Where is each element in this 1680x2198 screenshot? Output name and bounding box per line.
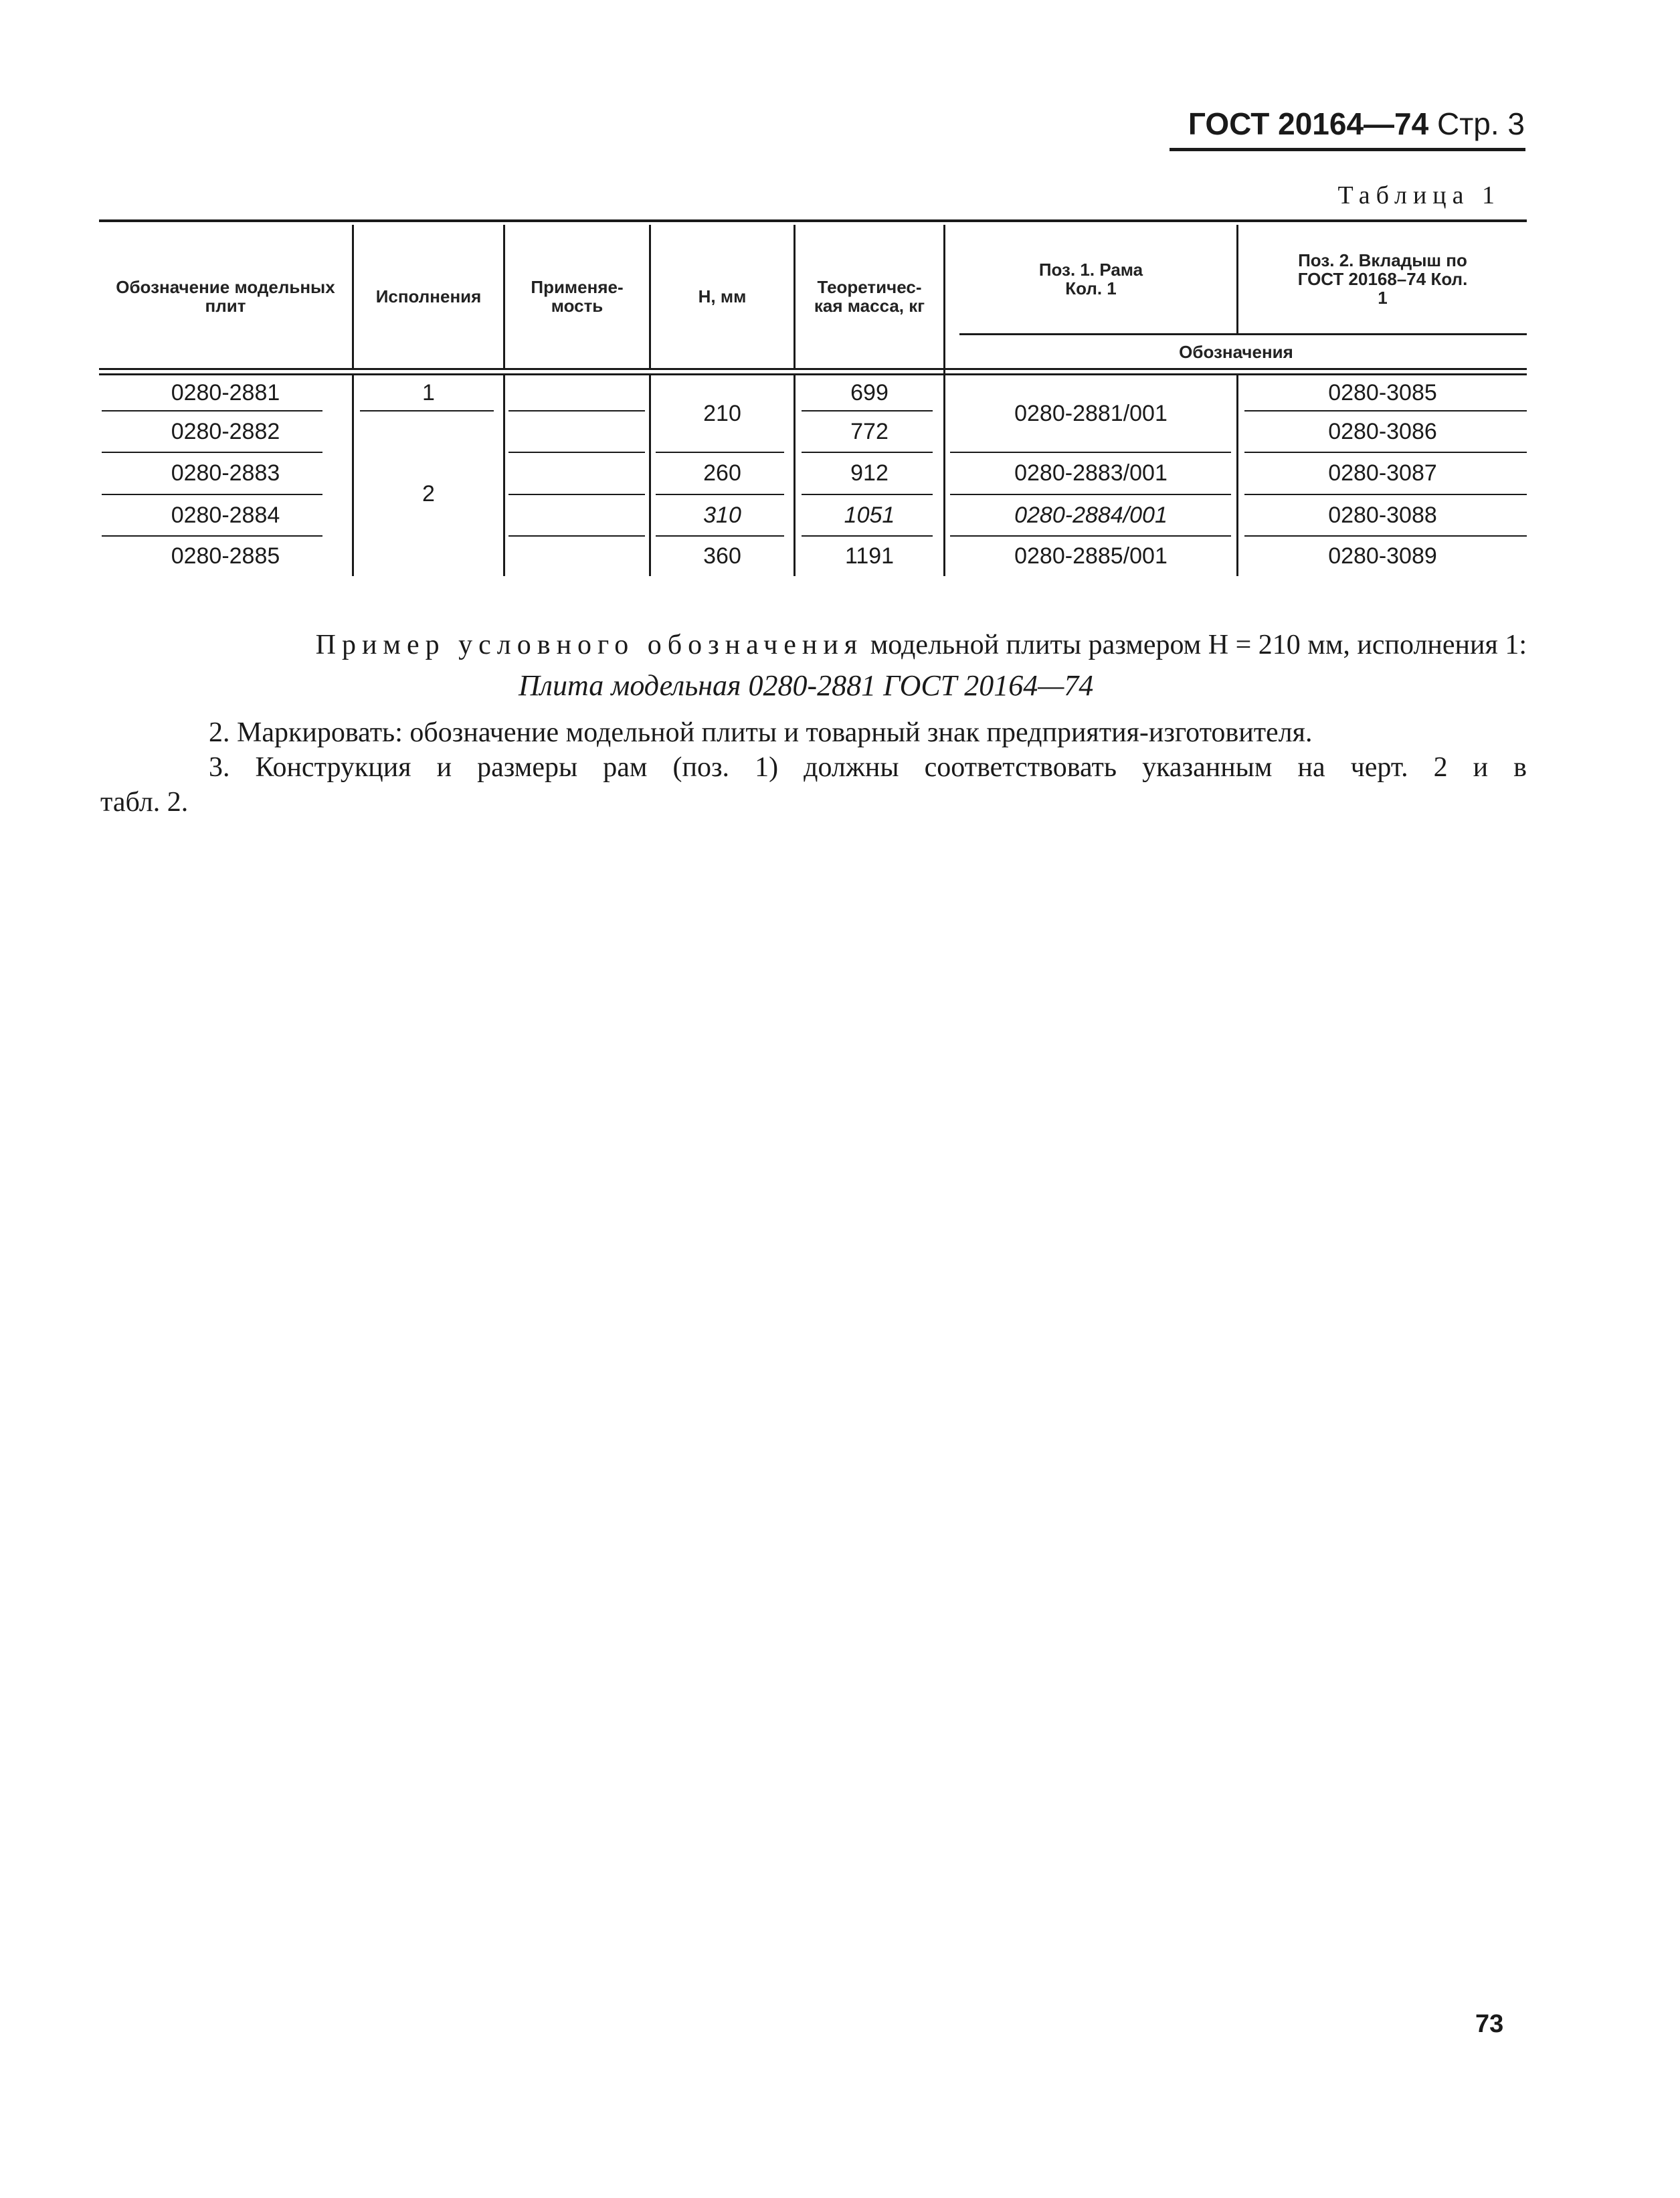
- table-top-rule: [99, 219, 1527, 222]
- col-header-frame: Поз. 1. Рама Кол. 1: [1038, 260, 1143, 298]
- row-rule: [508, 410, 645, 411]
- designation-cell: 0280-2881: [171, 379, 280, 405]
- table-caption: Таблица 1: [1337, 181, 1501, 209]
- page-header: [1188, 106, 1525, 142]
- row-rule: [508, 535, 645, 537]
- designation-cell: 0280-2883: [171, 460, 280, 486]
- mass-cell: 1191: [844, 543, 895, 569]
- col-header-mass: Теоретичес-кая масса, кг: [814, 277, 925, 316]
- version-cell: 2: [422, 480, 435, 507]
- col-header-insert: Поз. 2. Вкладыш по ГОСТ 20168–74 Кол. 1: [1297, 250, 1468, 308]
- insert-cell: 0280-3087: [1328, 460, 1437, 486]
- frame-cell: 0280-2881/001: [1014, 400, 1168, 426]
- col-header-applicability: Применяе-мость: [531, 277, 624, 316]
- height-cell: 310: [703, 502, 741, 528]
- mass-cell: 1051: [844, 502, 895, 528]
- height-cell: 210: [703, 400, 741, 426]
- designation-cell: 0280-2882: [171, 418, 280, 444]
- col-header-designations-group: Обозначения: [1179, 341, 1293, 362]
- page-label: Стр. 3: [1436, 106, 1525, 141]
- mass-cell: 912: [850, 460, 889, 486]
- frame-cell: 0280-2883/001: [1014, 460, 1168, 486]
- example-label: Пример условного обозначения: [315, 630, 864, 660]
- mass-cell: 772: [850, 418, 889, 444]
- data-table: [99, 219, 1527, 581]
- designation-cell: 0280-2885: [171, 543, 280, 569]
- height-cell: 360: [703, 543, 741, 569]
- designation-cell: 0280-2884: [171, 502, 280, 528]
- standard-code: ГОСТ 20164—74: [1188, 106, 1429, 141]
- insert-cell: 0280-3089: [1328, 543, 1437, 569]
- example-rest: модельной плиты размером H = 210 мм, исполнения 1:: [870, 630, 1527, 660]
- header-bottom-rule-a: [99, 368, 1527, 370]
- mass-cell: 699: [850, 379, 889, 405]
- item-2: 2. Маркировать: обозначение модельной плиты и товарный знак предприятия-изготовителя.: [209, 717, 1313, 748]
- col-header-height: H, мм: [698, 286, 747, 306]
- frame-cell: 0280-2885/001: [1014, 543, 1168, 569]
- col-rule: [503, 375, 505, 576]
- example-line: [100, 627, 1527, 663]
- insert-cell: 0280-3085: [1328, 379, 1437, 405]
- col-header-version: Исполнения: [375, 286, 482, 306]
- item-3-line-2: табл. 2.: [100, 787, 189, 818]
- insert-cell: 0280-3088: [1328, 502, 1437, 528]
- frame-cell: 0280-2884/001: [1014, 502, 1168, 528]
- item-3-line-1: 3. Конструкция и размеры рам (поз. 1) должны соответствовать указанным на черт. 2 и в: [209, 752, 1527, 783]
- height-cell: 260: [703, 460, 741, 486]
- header-rule: [1170, 148, 1525, 151]
- insert-cell: 0280-3086: [1328, 418, 1437, 444]
- row-rule: [508, 494, 645, 495]
- row-rule: [508, 452, 645, 453]
- page-number: 73: [1475, 2010, 1504, 2038]
- version-cell: 1: [422, 379, 435, 405]
- col-header-designation: Обозначение модельных плит: [116, 277, 335, 316]
- example-designation: Плита модельная 0280-2881 ГОСТ 20164—74: [519, 669, 1094, 702]
